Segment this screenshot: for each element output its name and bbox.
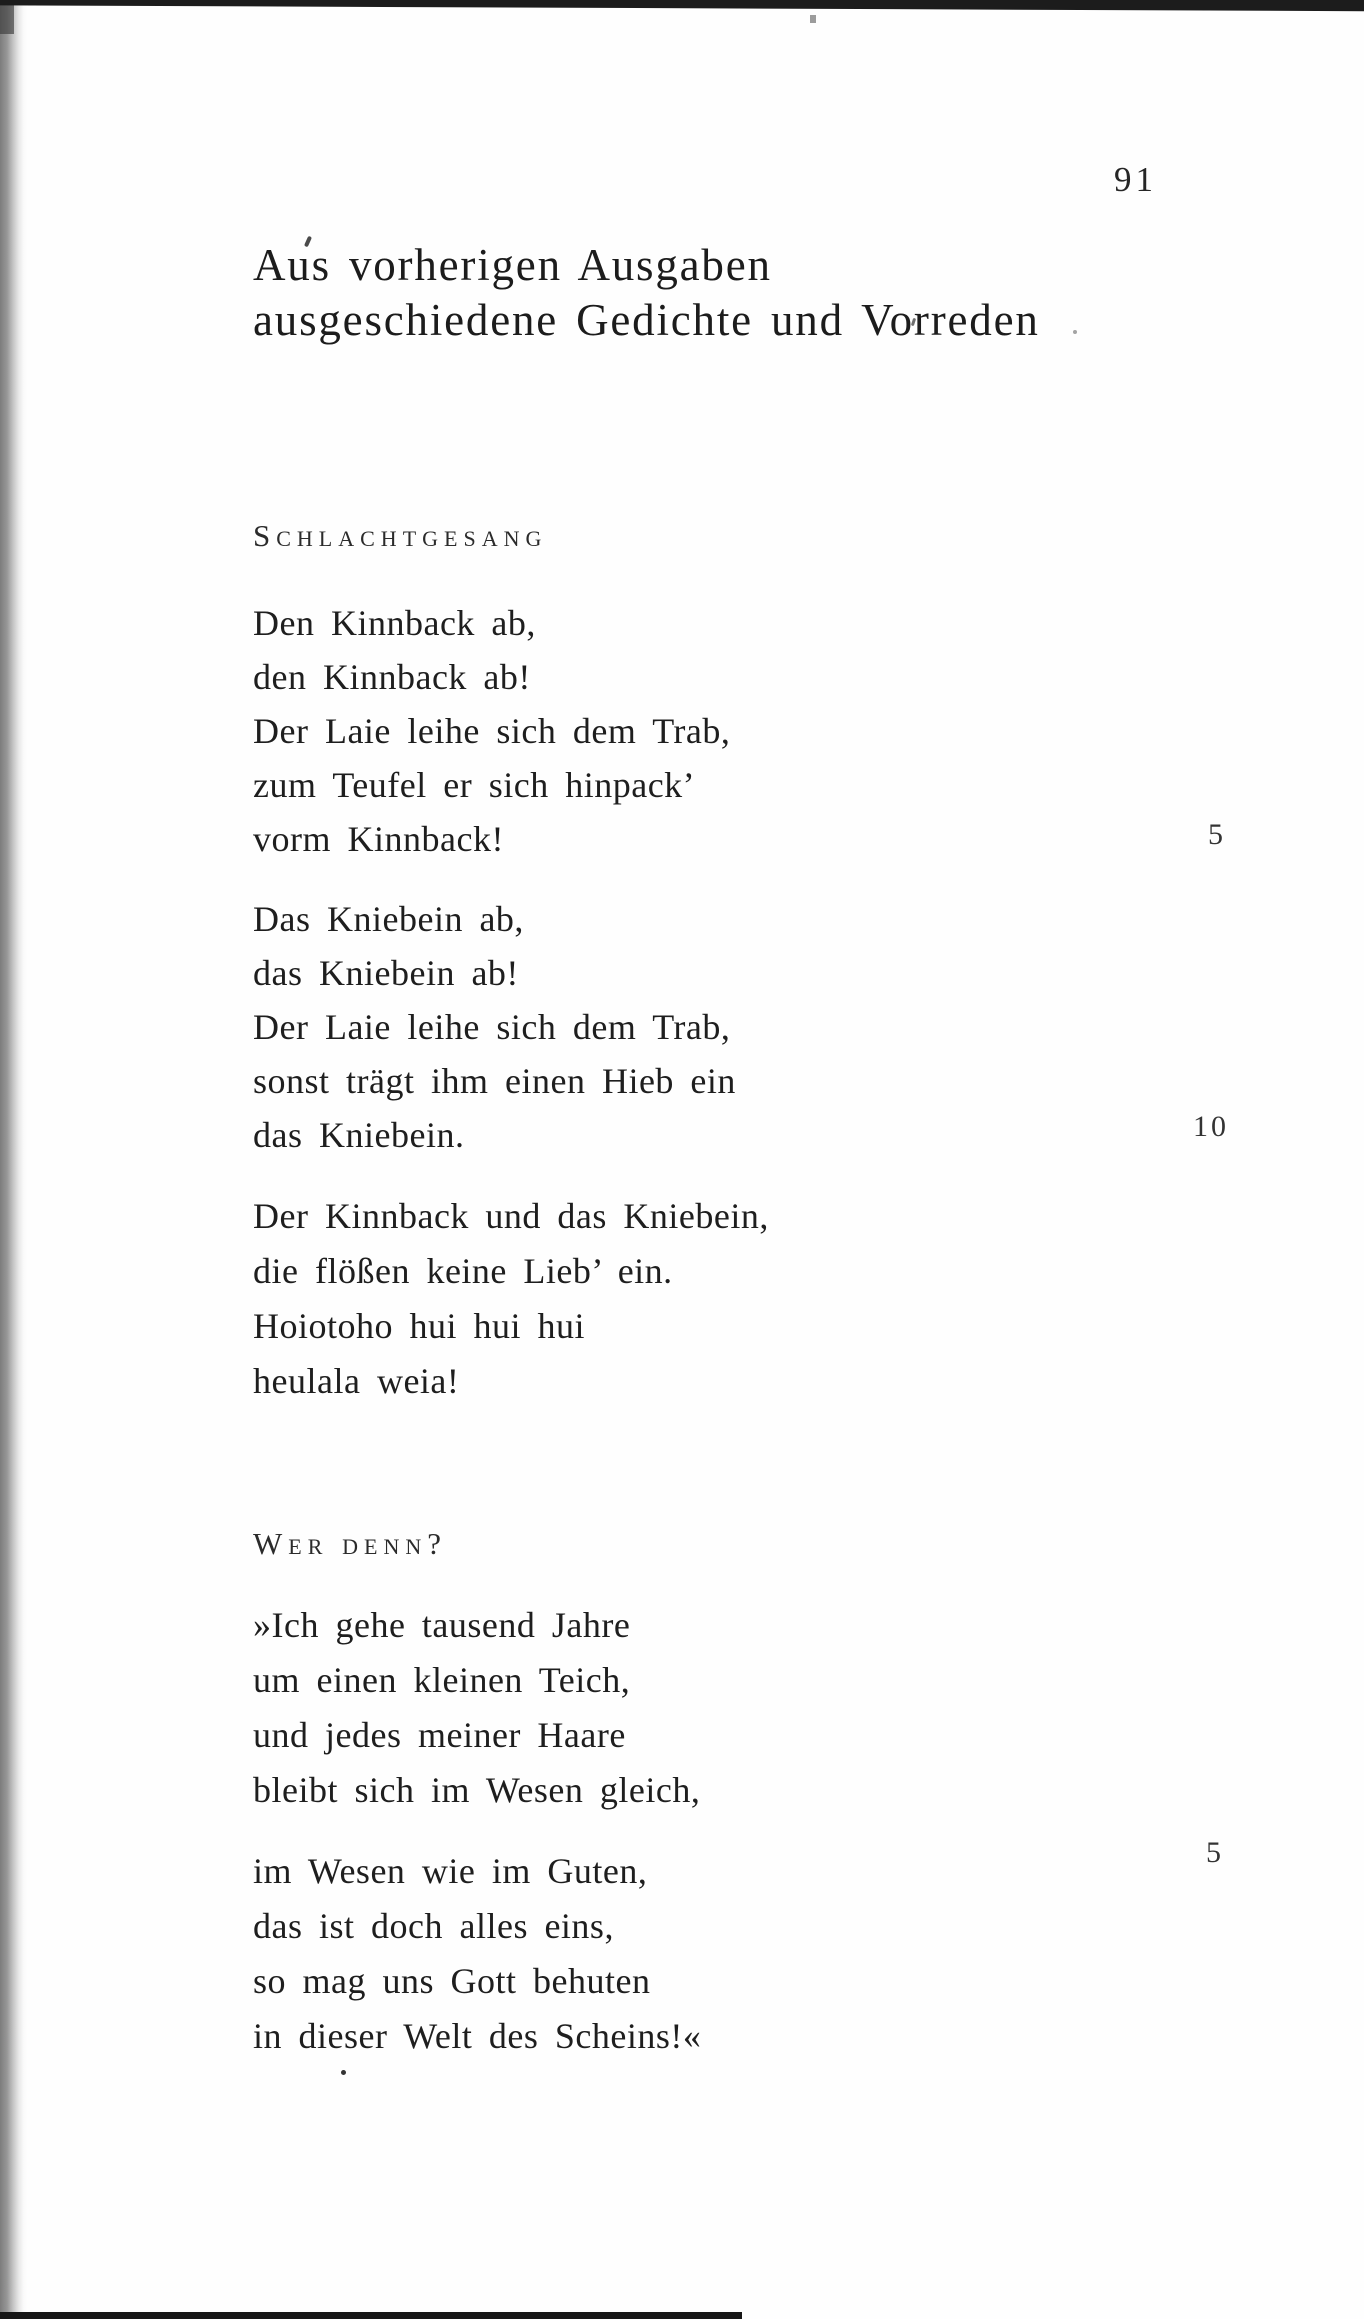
poem-line: Der Laie leihe sich dem Trab,	[253, 711, 731, 751]
verse-line-number: 10	[1193, 1110, 1229, 1143]
scan-edge-top	[0, 0, 1364, 14]
poem-line: heulala weia!	[253, 1361, 460, 1401]
poem-line: die flößen keine Lieb’ ein.	[253, 1251, 673, 1291]
poem-line: das Kniebein.	[253, 1115, 465, 1155]
poem-line: und jedes meiner Haare	[253, 1715, 626, 1755]
section-title-line-1: Aus vorherigen Ausgaben	[253, 240, 772, 290]
poem-line: Den Kinnback ab,	[253, 603, 536, 643]
poem-line: in dieser Welt des Scheins!«	[253, 2016, 702, 2056]
poem-line: das Kniebein ab!	[253, 953, 519, 993]
verse-line-number: 5	[1206, 1836, 1224, 1869]
verse-line-number: 5	[1208, 818, 1226, 851]
poem-line: Das Kniebein ab,	[253, 899, 524, 939]
scan-edge-left	[0, 0, 28, 2319]
poem-line: das ist doch alles eins,	[253, 1906, 614, 1946]
poem-line: Hoiotoho hui hui hui	[253, 1306, 586, 1346]
poem-line: zum Teufel er sich hinpack’	[253, 765, 696, 805]
poem-line: im Wesen wie im Guten,	[253, 1851, 648, 1891]
poem-line: bleibt sich im Wesen gleich,	[253, 1770, 701, 1810]
poem-line: um einen kleinen Teich,	[253, 1660, 631, 1700]
poem-line: Der Laie leihe sich dem Trab,	[253, 1007, 731, 1047]
section-title	[253, 238, 1040, 348]
scan-speck	[1073, 330, 1077, 334]
poem-line: sonst trägt ihm einen Hieb ein	[253, 1061, 736, 1101]
poem-heading-wer-denn: Wer denn?	[253, 1526, 447, 1561]
poem-line: »Ich gehe tausend Jahre	[253, 1605, 631, 1645]
scan-speck	[341, 2070, 346, 2075]
page-number: 91	[1114, 160, 1157, 199]
poem-line: Der Kinnback und das Kniebein,	[253, 1196, 769, 1236]
stanza	[253, 596, 730, 866]
poem-line: vorm Kinnback!	[253, 819, 504, 859]
poem-heading-schlachtgesang: Schlachtgesang	[253, 518, 548, 553]
poem-line: den Kinnback ab!	[253, 657, 531, 697]
poem-line: so mag uns Gott behuten	[253, 1961, 651, 2001]
scan-speck	[810, 15, 816, 23]
section-title-line-2: ausgeschiedene Gedichte und Vorreden	[253, 295, 1040, 345]
stanza	[253, 1189, 769, 1409]
stanza	[253, 1598, 700, 1818]
scan-edge-bottom-bar	[0, 2312, 742, 2319]
stanza	[253, 1844, 701, 2064]
stanza	[253, 892, 736, 1162]
